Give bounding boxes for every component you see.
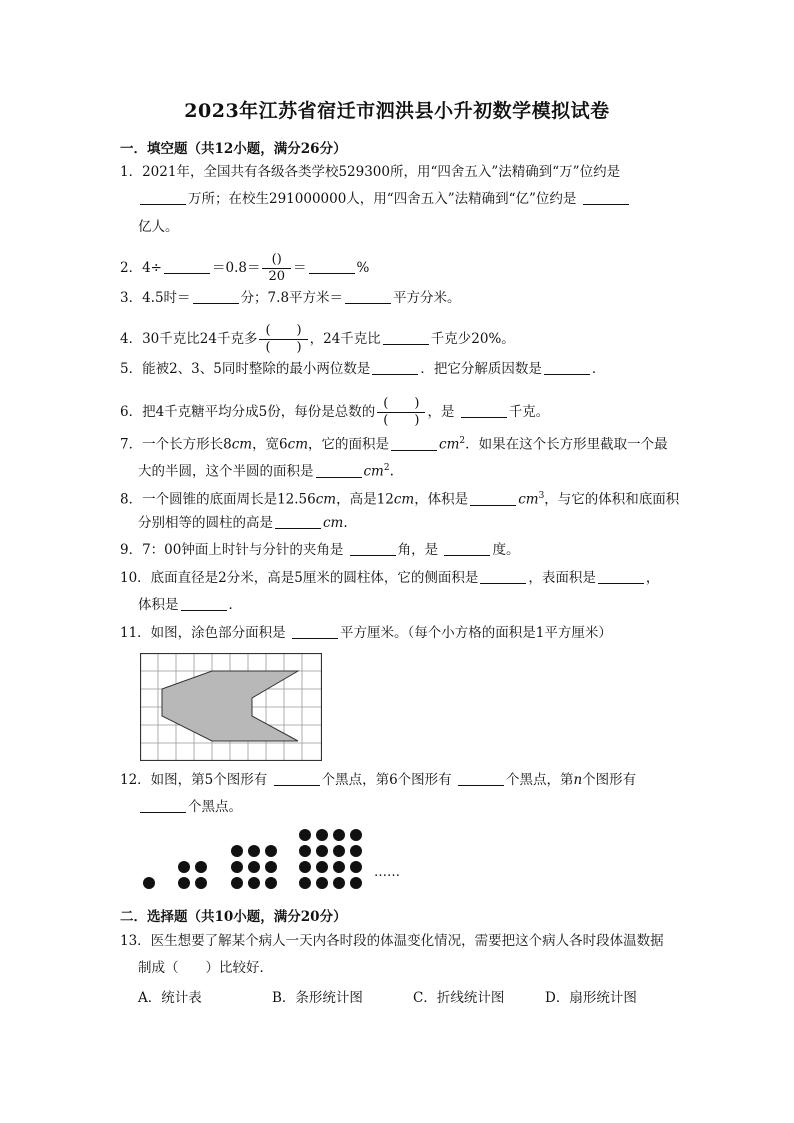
blank[interactable] — [292, 624, 338, 639]
blank[interactable] — [391, 436, 437, 451]
section-choice: 二．选择题（共10小题，满分20分） — [120, 909, 347, 925]
dot — [265, 877, 277, 889]
q4-line: 4．30千克比24千克多 $\frac{( )}{( )}$ ，24千克比 千克少20%。 — [120, 323, 515, 355]
q6-line: 6．把4千克糖平均分成5份，每份是总数的 $\frac{( )}{( )}$ ，是 千克。 — [120, 396, 550, 428]
dot — [316, 829, 328, 841]
dot — [299, 845, 311, 857]
q10-line2: 体积是 ． — [138, 597, 242, 613]
blank[interactable] — [470, 491, 516, 506]
blank[interactable] — [598, 569, 644, 584]
dot — [316, 877, 328, 889]
q13-line1: 13．医生想要了解某个病人一天内各时段的体温变化情况，需要把这个病人各时段体温数据 — [120, 933, 664, 949]
dot — [299, 877, 311, 889]
dot — [231, 877, 243, 889]
dot — [350, 877, 362, 889]
dot — [316, 861, 328, 873]
blank[interactable] — [480, 569, 526, 584]
dot — [178, 877, 190, 889]
q13-line2: 制成（ ）比较好． — [138, 960, 273, 976]
section-fill-blank: 一．填空题（共12小题，满分26分） — [120, 141, 347, 157]
q7-line2: 大的半圆，这个半圆的面积是 $cm^2$. — [138, 463, 394, 480]
q1-line3: 亿人。 — [138, 219, 179, 235]
dot — [265, 845, 277, 857]
blank[interactable] — [458, 771, 504, 786]
option-b[interactable]: B．条形统计图 — [272, 990, 363, 1006]
dot — [333, 877, 345, 889]
dot — [333, 861, 345, 873]
grid-figure — [140, 653, 322, 761]
q11-line: 11．如图，涂色部分面积是 平方厘米。（每个小方格的面积是1平方厘米） — [120, 625, 612, 641]
q12-line2: 个黑点。 — [138, 798, 242, 816]
ellipsis: …… — [374, 865, 400, 880]
shaded-shape — [162, 671, 298, 741]
dot — [143, 877, 155, 889]
dot — [248, 861, 260, 873]
fraction: $\frac{( )}{( )}$ — [377, 396, 425, 429]
blank[interactable] — [383, 330, 429, 345]
dot — [231, 861, 243, 873]
q1-line1: 1．2021年，全国共有各级各类学校529300所，用“四舍五入”法精确到“万”位约是 — [120, 164, 621, 180]
option-a[interactable]: A．统计表 — [138, 990, 202, 1006]
dot-pattern-figure — [138, 824, 408, 894]
q2-line: 2．4÷ ＝0.8＝ $\frac{()}{20}$ ＝ % — [120, 252, 370, 284]
blank[interactable] — [140, 798, 186, 813]
blank[interactable] — [345, 289, 391, 304]
dot — [231, 845, 243, 857]
q10-line1: 10．底面直径是2分米，高是5厘米的圆柱体，它的侧面积是 ，表面积是 ， — [120, 570, 660, 586]
blank[interactable] — [275, 514, 321, 529]
blank[interactable] — [372, 360, 418, 375]
page-title: 2023年江苏省宿迁市泗洪县小升初数学模拟试卷 — [184, 100, 610, 122]
dot — [178, 861, 190, 873]
dot — [333, 845, 345, 857]
option-d[interactable]: D．扇形统计图 — [545, 990, 637, 1006]
blank[interactable] — [350, 541, 396, 556]
blank[interactable] — [193, 289, 239, 304]
q3-line: 3．4.5时＝ 分；7.8平方米＝ 平方分米。 — [120, 290, 461, 306]
blank[interactable] — [309, 259, 355, 274]
q7-line1: 7．一个长方形长8cm，宽6cm，它的面积是 $cm^2$．如果在这个长方形里截取一个最 — [120, 436, 668, 453]
dot — [195, 861, 207, 873]
dot — [299, 829, 311, 841]
blank[interactable] — [164, 259, 210, 274]
dot — [265, 861, 277, 873]
blank[interactable] — [461, 403, 507, 418]
q8-line2: 分别相等的圆柱的高是 cm. — [138, 515, 348, 531]
q1-line2: 万所；在校生291000000人，用“四舍五入”法精确到“亿”位约是 — [138, 190, 631, 208]
dot — [195, 877, 207, 889]
blank[interactable] — [583, 190, 629, 205]
q8-line1: 8．一个圆锥的底面周长是12.56cm，高是12cm，体积是 $cm^3$，与它的体积和底面积 — [120, 491, 680, 508]
blank[interactable] — [274, 771, 320, 786]
fraction: $\frac{()}{20}$ — [262, 252, 291, 285]
dot — [333, 829, 345, 841]
option-c[interactable]: C．折线统计图 — [413, 990, 505, 1006]
dot — [350, 845, 362, 857]
q5-line: 5．能被2、3、5同时整除的最小两位数是 ．把它分解质因数是 ． — [120, 361, 606, 377]
dot — [248, 845, 260, 857]
blank[interactable] — [444, 541, 490, 556]
blank[interactable] — [181, 596, 227, 611]
blank[interactable] — [544, 360, 590, 375]
dot — [350, 829, 362, 841]
q12-line1: 12．如图，第5个图形有 个黑点，第6个图形有 个黑点，第n个图形有 — [120, 772, 637, 788]
dot — [316, 845, 328, 857]
fraction: $\frac{( )}{( )}$ — [259, 323, 307, 356]
dot — [350, 861, 362, 873]
dot — [248, 877, 260, 889]
q9-line: 9．7：00钟面上时针与分针的夹角是 角，是 度。 — [120, 542, 520, 558]
blank[interactable] — [316, 463, 362, 478]
dot — [299, 861, 311, 873]
blank[interactable] — [140, 190, 186, 205]
